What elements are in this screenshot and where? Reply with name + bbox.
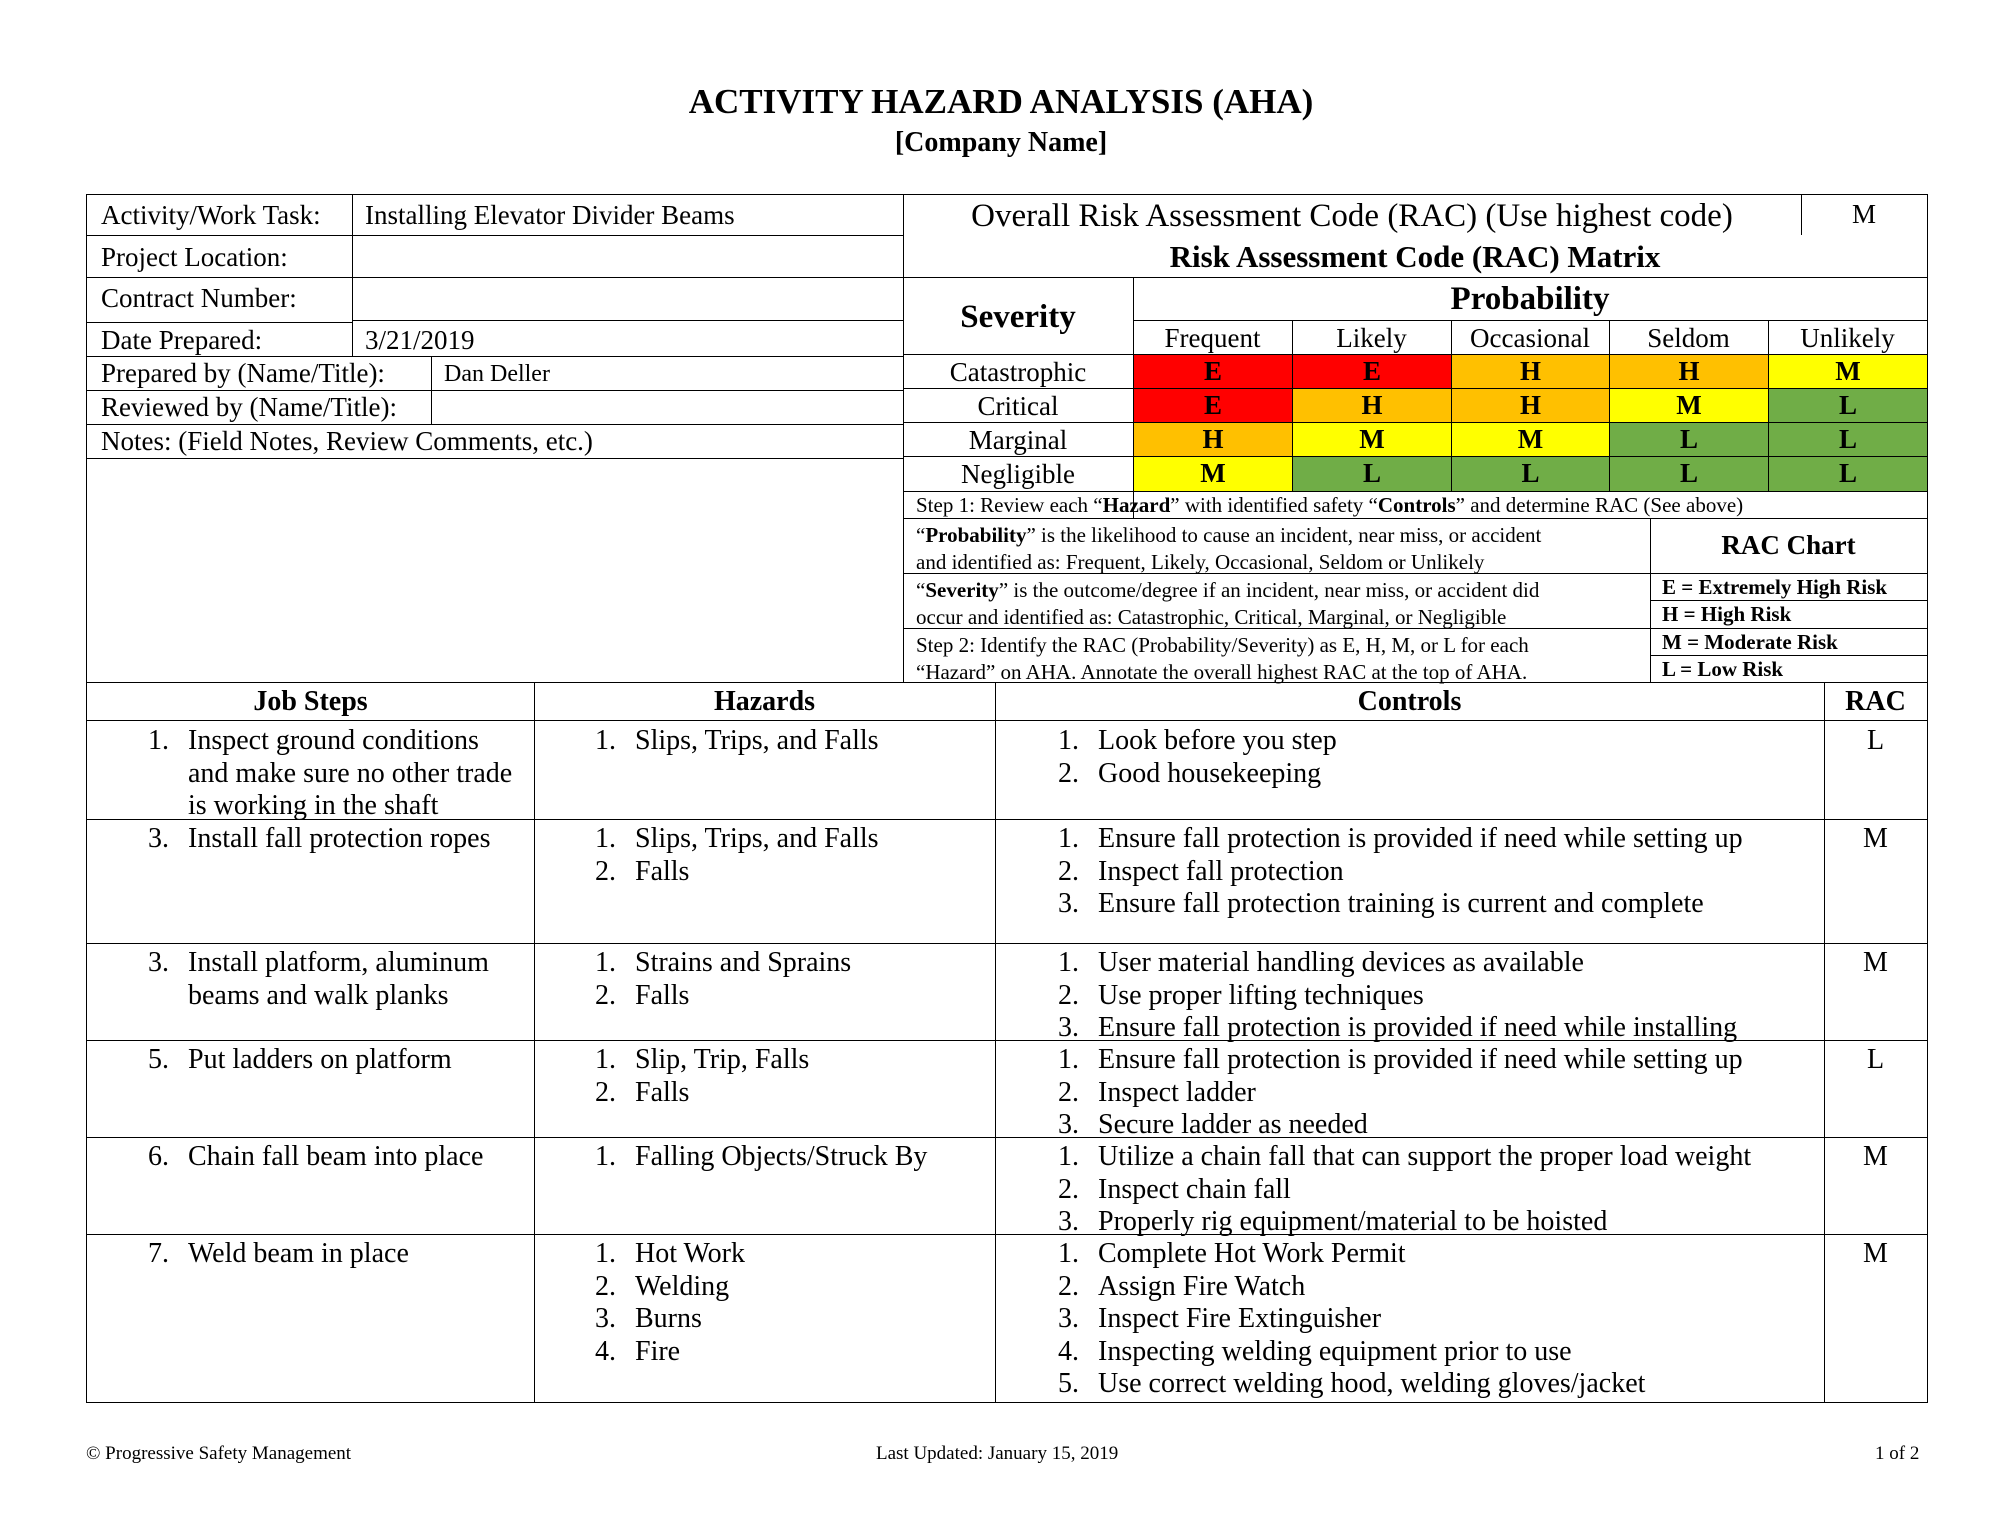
list-number: 1. — [595, 823, 616, 854]
company-name: [Company Name] — [894, 127, 1108, 158]
list-item — [1045, 725, 1815, 758]
step2-text: Step 2: Identify the RAC (Probability/Severity) as E, H, M, or L for each “Hazard” on AHA. Annotate the overall highest RAC at the top of AHA. — [916, 633, 1529, 684]
hazard-list — [582, 823, 982, 888]
list-number: 1. — [595, 1141, 616, 1172]
header-job-steps: Job Steps — [253, 686, 368, 717]
list-item — [582, 1336, 982, 1369]
job-step-number: 6. — [148, 1141, 169, 1172]
activity-label: Activity/Work Task: — [101, 200, 321, 230]
hazard-list — [582, 1141, 982, 1174]
control-list — [1045, 725, 1815, 790]
rac-cell: L — [1609, 422, 1768, 456]
list-item — [582, 856, 982, 889]
list-text: Use correct welding hood, welding gloves/jacket — [1098, 1368, 1646, 1399]
row-rac-value[interactable]: M — [1863, 823, 1888, 854]
list-text: Falls — [635, 855, 690, 887]
footer-page: 1 of 2 — [1875, 1443, 1920, 1464]
hazard-list — [582, 947, 982, 1012]
list-item — [1045, 1044, 1815, 1077]
list-item — [582, 823, 982, 856]
rac-cell: L — [1292, 456, 1451, 491]
overall-rac-value[interactable]: M — [1851, 199, 1876, 229]
list-number: 1. — [1058, 1238, 1079, 1269]
list-number: 2. — [595, 855, 616, 887]
step1-text: Step 1: Review each “Hazard” with identified safety “Controls” and determine RAC (See above) — [916, 493, 1744, 517]
control-list — [1045, 947, 1815, 1045]
list-number: 1. — [595, 725, 616, 756]
rac-cell: M — [1451, 422, 1609, 456]
rac-cell: L — [1768, 388, 1927, 422]
job-step-number: 3. — [148, 947, 169, 978]
rac-chart-e: E = Extremely High Risk — [1662, 575, 1888, 599]
sev-catastrophic: Catastrophic — [949, 357, 1087, 387]
job-step-text: Install fall protection ropes — [188, 823, 491, 854]
list-item — [1045, 980, 1815, 1013]
list-item — [1045, 1141, 1815, 1174]
control-list — [1045, 823, 1815, 921]
list-text: User material handling devices as available — [1098, 947, 1584, 978]
header-controls: Controls — [1357, 686, 1462, 717]
list-text: Strains and Sprains — [635, 947, 852, 978]
list-text: Good housekeeping — [1098, 757, 1322, 789]
rac-cell: M — [1609, 388, 1768, 422]
rac-cell: M — [1768, 354, 1927, 388]
list-number: 3. — [1058, 1303, 1079, 1334]
row-rac-value[interactable]: M — [1863, 1141, 1888, 1172]
rac-cell: E — [1133, 388, 1292, 422]
list-number: 1. — [1058, 947, 1079, 978]
list-text: Inspect chain fall — [1098, 1173, 1291, 1205]
job-step-text: Install platform, aluminum — [188, 947, 489, 978]
probability-definition: “Probability” is the likelihood to cause an incident, near miss, or accident and identified as: Frequent, Likely, Occasional, Seldom or Unlikely — [916, 523, 1542, 574]
rac-cell: M — [1292, 422, 1451, 456]
list-text: Inspect ladder — [1098, 1076, 1256, 1108]
list-item — [1045, 947, 1815, 980]
prepared-value[interactable]: Dan Deller — [444, 361, 550, 387]
list-number: 2. — [1058, 757, 1079, 789]
reviewed-label: Reviewed by (Name/Title): — [101, 392, 397, 422]
list-number: 2. — [1058, 979, 1079, 1011]
list-item — [1045, 1174, 1815, 1207]
list-number: 5. — [1058, 1368, 1079, 1399]
contract-label: Contract Number: — [101, 283, 297, 313]
hazard-list — [582, 1044, 982, 1109]
list-number: 1. — [595, 1044, 616, 1075]
rac-cell: H — [1292, 388, 1451, 422]
list-text: Utilize a chain fall that can support the proper load weight — [1098, 1141, 1752, 1172]
list-number: 1. — [595, 1238, 616, 1269]
severity-heading: Severity — [960, 299, 1076, 335]
job-step-number: 3. — [148, 823, 169, 854]
list-text: Inspect Fire Extinguisher — [1098, 1303, 1382, 1334]
list-item — [582, 1238, 982, 1271]
list-number: 2. — [595, 1270, 616, 1302]
job-step — [135, 1141, 483, 1174]
list-text: Slip, Trip, Falls — [635, 1044, 810, 1075]
location-label: Project Location: — [101, 242, 288, 272]
list-number: 1. — [1058, 1141, 1079, 1172]
list-item — [582, 1271, 982, 1304]
job-step-text: Inspect ground conditions — [188, 725, 479, 756]
hazard-steps-table — [86, 682, 1928, 1403]
header-section — [86, 194, 1928, 683]
control-list — [1045, 1044, 1815, 1142]
header-hazards: Hazards — [713, 686, 816, 717]
list-text: Properly rig equipment/material to be hoisted — [1098, 1206, 1608, 1237]
header-rac: RAC — [1845, 686, 1906, 717]
list-item — [1045, 758, 1815, 791]
list-text: Ensure fall protection training is current and complete — [1098, 888, 1704, 919]
job-step — [135, 1044, 452, 1077]
list-number: 4. — [595, 1335, 616, 1367]
list-number: 2. — [1058, 855, 1079, 887]
list-item — [1045, 1303, 1815, 1336]
rac-chart-l: L = Low Risk — [1662, 657, 1784, 681]
list-text: Ensure fall protection is provided if need while setting up — [1098, 1044, 1743, 1075]
list-number: 3. — [595, 1303, 616, 1334]
list-text: Falling Objects/Struck By — [635, 1141, 928, 1172]
row-rac-value[interactable]: M — [1863, 1238, 1888, 1269]
list-item — [582, 1303, 982, 1336]
list-number: 2. — [1058, 1076, 1079, 1108]
overall-rac-label: Overall Risk Assessment Code (RAC) (Use highest code) — [971, 198, 1733, 234]
severity-definition: “Severity” is the outcome/degree if an incident, near miss, or accident did occur and identified as: Catastrophic, Critical, Marginal, or Negligible — [916, 578, 1540, 629]
job-step-text: is working in the shaft — [188, 790, 439, 821]
list-number: 3. — [1058, 1012, 1079, 1043]
list-text: Fire — [635, 1335, 681, 1367]
sev-marginal: Marginal — [968, 425, 1068, 455]
list-text: Falls — [635, 1076, 690, 1108]
list-number: 2. — [595, 1076, 616, 1108]
job-step-text: Weld beam in place — [188, 1238, 409, 1269]
job-step — [135, 823, 490, 856]
rac-cell: E — [1292, 354, 1451, 388]
rac-chart-title: RAC Chart — [1721, 530, 1856, 560]
list-text: Slips, Trips, and Falls — [635, 725, 879, 756]
matrix-title: Risk Assessment Code (RAC) Matrix — [1169, 239, 1661, 274]
rac-cell: L — [1451, 456, 1609, 491]
list-item — [1045, 856, 1815, 889]
prob-likely: Likely — [1336, 323, 1407, 353]
job-step-text: Chain fall beam into place — [188, 1141, 484, 1172]
rac-cell: M — [1133, 456, 1292, 491]
footer-updated: Last Updated: January 15, 2019 — [876, 1443, 1119, 1464]
row-rac-value[interactable]: L — [1866, 1044, 1885, 1075]
list-item — [1045, 1336, 1815, 1369]
list-item — [1045, 823, 1815, 856]
job-step-text: beams and walk planks — [188, 979, 449, 1011]
list-number: 3. — [1058, 1206, 1079, 1237]
rac-cell: L — [1768, 456, 1927, 491]
list-item — [582, 725, 982, 758]
row-rac-value[interactable]: M — [1863, 947, 1888, 978]
list-text: Secure ladder as needed — [1098, 1109, 1368, 1140]
sev-critical: Critical — [977, 391, 1059, 421]
list-number: 2. — [595, 979, 616, 1011]
list-text: Inspect fall protection — [1098, 855, 1344, 887]
rac-cell: H — [1451, 388, 1609, 422]
control-list — [1045, 1141, 1815, 1239]
list-item — [1045, 1368, 1815, 1401]
prob-seldom: Seldom — [1647, 323, 1730, 353]
list-text: Slips, Trips, and Falls — [635, 823, 879, 854]
rac-cell: H — [1451, 354, 1609, 388]
list-text: Welding — [635, 1270, 730, 1302]
prob-occasional: Occasional — [1470, 323, 1590, 353]
activity-value[interactable]: Installing Elevator Divider Beams — [365, 200, 735, 230]
probability-heading: Probability — [1450, 281, 1610, 317]
rac-cell: L — [1609, 456, 1768, 491]
list-text: Look before you step — [1098, 725, 1337, 756]
list-number: 1. — [1058, 1044, 1079, 1075]
list-text: Complete Hot Work Permit — [1098, 1238, 1406, 1269]
prob-frequent: Frequent — [1164, 323, 1261, 353]
date-label: Date Prepared: — [101, 325, 263, 355]
list-number: 1. — [1058, 725, 1079, 756]
list-item — [582, 1141, 982, 1174]
row-rac-value[interactable]: L — [1866, 725, 1885, 756]
job-step-number: 5. — [148, 1044, 169, 1075]
list-number: 3. — [1058, 888, 1079, 919]
job-step — [135, 725, 512, 823]
notes-label: Notes: (Field Notes, Review Comments, etc.) — [101, 426, 593, 456]
list-item — [582, 947, 982, 980]
control-list — [1045, 1238, 1815, 1401]
rac-cell: H — [1133, 422, 1292, 456]
date-value[interactable]: 3/21/2019 — [365, 325, 475, 355]
rac-chart-h: H = High Risk — [1662, 602, 1792, 626]
list-item — [1045, 1271, 1815, 1304]
job-step — [135, 1238, 409, 1271]
hazard-list — [582, 1238, 982, 1368]
list-item — [582, 980, 982, 1013]
job-step-text: Put ladders on platform — [188, 1044, 452, 1075]
rac-cell: H — [1609, 354, 1768, 388]
list-item — [582, 1077, 982, 1110]
list-text: Ensure fall protection is provided if need while setting up — [1098, 823, 1743, 854]
list-text: Hot Work — [635, 1238, 746, 1269]
list-number: 2. — [1058, 1173, 1079, 1205]
list-text: Assign Fire Watch — [1098, 1270, 1306, 1302]
list-item — [1045, 1077, 1815, 1110]
job-step-number: 7. — [148, 1238, 169, 1269]
rac-chart-m: M = Moderate Risk — [1662, 630, 1838, 654]
job-step-text: and make sure no other trade — [188, 757, 513, 789]
list-number: 3. — [1058, 1109, 1079, 1140]
footer-copyright: © Progressive Safety Management — [86, 1443, 352, 1464]
list-text: Inspecting welding equipment prior to use — [1098, 1335, 1572, 1367]
hazard-list — [582, 725, 982, 758]
list-number: 4. — [1058, 1335, 1079, 1367]
list-item — [1045, 888, 1815, 921]
sev-negligible: Negligible — [961, 459, 1075, 489]
job-step — [135, 947, 489, 1012]
list-number: 2. — [1058, 1270, 1079, 1302]
list-text: Falls — [635, 979, 690, 1011]
list-text: Ensure fall protection is provided if need while installing — [1098, 1012, 1738, 1043]
rac-cell: E — [1133, 354, 1292, 388]
document-title: ACTIVITY HAZARD ANALYSIS (AHA) — [688, 82, 1314, 121]
prepared-label: Prepared by (Name/Title): — [101, 358, 385, 388]
list-text: Burns — [635, 1303, 702, 1334]
list-text: Use proper lifting techniques — [1098, 979, 1424, 1011]
list-item — [582, 1044, 982, 1077]
list-number: 1. — [1058, 823, 1079, 854]
list-number: 1. — [595, 947, 616, 978]
rac-cell: L — [1768, 422, 1927, 456]
prob-unlikely: Unlikely — [1800, 323, 1895, 353]
job-step-number: 1. — [148, 725, 169, 756]
list-item — [1045, 1238, 1815, 1271]
